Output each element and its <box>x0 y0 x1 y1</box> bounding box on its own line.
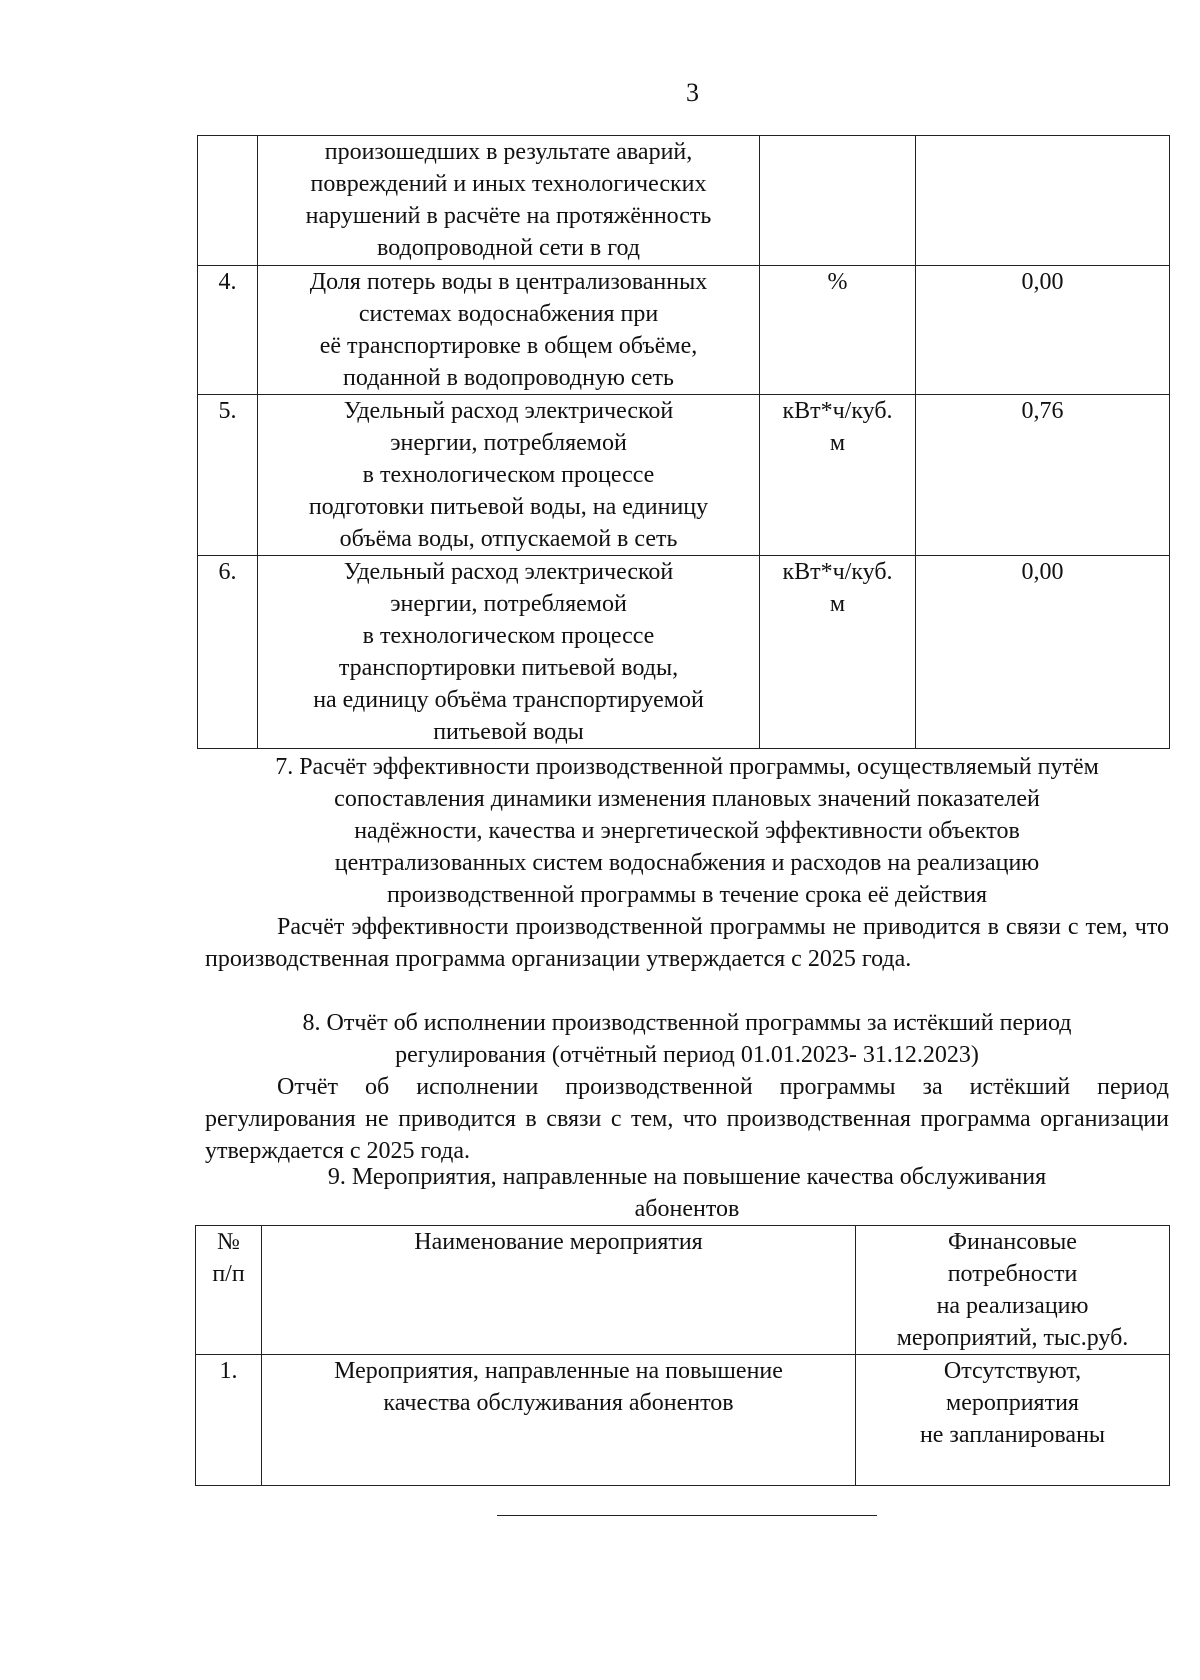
indicator-value-cell: 0,00 <box>916 266 1170 395</box>
indicator-num-cell: 4. <box>198 266 258 395</box>
section-9-heading <box>205 1161 1169 1225</box>
header-finance-line: Финансовые <box>948 1229 1077 1255</box>
section-9 <box>205 1161 1169 1225</box>
indicator-name-line: Удельный расход электрической <box>343 398 674 424</box>
indicator-name-line: в технологическом процессе <box>362 462 655 488</box>
row-name-cell <box>262 1355 856 1486</box>
indicator-name-cell <box>258 266 760 395</box>
section-7-heading-line: централизованных систем водоснабжения и расходов на реализацию <box>334 850 1040 876</box>
section-7-heading-line: производственной программы в течение срока её действия <box>386 882 988 908</box>
header-num-cell <box>196 1226 262 1355</box>
header-finance-line: потребности <box>947 1261 1078 1287</box>
section-7-heading-line: 7. Расчёт эффективности производственной программы, осуществляемый путём <box>275 754 1099 780</box>
indicator-row <box>198 395 1170 556</box>
row-name-line: Мероприятия, направленные на повышение <box>334 1358 783 1384</box>
indicator-name-line: водопроводной сети в год <box>377 235 640 261</box>
section-7 <box>205 751 1169 975</box>
header-finance-line: на реализацию <box>936 1293 1089 1319</box>
indicator-unit-line: м <box>829 591 846 617</box>
indicator-unit-line: % <box>827 269 848 295</box>
indicator-value-cell: 0,76 <box>916 395 1170 556</box>
indicator-unit-cell <box>760 136 916 266</box>
row-finance-cell <box>856 1355 1170 1486</box>
section-7-heading <box>205 751 1169 911</box>
row-finance-line: Отсутствуют, <box>943 1358 1082 1384</box>
end-rule <box>497 1515 877 1516</box>
indicator-name-line: нарушений в расчёте на протяжённость <box>305 203 712 229</box>
indicator-name-line: в технологическом процессе <box>362 623 655 649</box>
indicator-name-line: повреждений и иных технологических <box>310 171 707 197</box>
indicator-name-line: транспортировки питьевой воды, <box>338 655 679 681</box>
row-num-cell: 1. <box>196 1355 262 1486</box>
indicator-name-line: произошедших в результате аварий, <box>324 139 693 165</box>
row-finance-line: не запланированы <box>919 1422 1106 1448</box>
section-8-heading-line: регулирования (отчётный период 01.01.2023- 31.12.2023) <box>395 1042 979 1068</box>
indicator-name-line: Удельный расход электрической <box>343 559 674 585</box>
indicator-unit-line: м <box>829 430 846 456</box>
indicators-table <box>197 135 1170 749</box>
indicator-unit-cell <box>760 556 916 749</box>
section-8 <box>205 1007 1169 1167</box>
indicator-row <box>198 136 1170 266</box>
section-7-heading-line: надёжности, качества и энергетической эффективности объектов <box>354 818 1020 844</box>
indicator-row <box>198 556 1170 749</box>
section-8-text: Отчёт об исполнении производственной программы за истёкший период регулирования не приводится в связи с тем, что производственная программа организации утверждается с 2025 года. <box>205 1074 1169 1164</box>
header-name-cell: Наименование мероприятия <box>262 1226 856 1355</box>
page-number: 3 <box>686 78 699 107</box>
section-7-text: Расчёт эффективности производственной программы не приводится в связи с тем, что производственная программа организации утверждается с 2025 года. <box>205 914 1169 972</box>
indicator-name-line: поданной в водопроводную сеть <box>343 365 674 391</box>
indicator-unit-line: кВт*ч/куб. <box>782 398 893 424</box>
row-finance-line: мероприятия <box>946 1390 1079 1416</box>
indicator-name-cell <box>258 556 760 749</box>
indicator-name-line: подготовки питьевой воды, на единицу <box>308 494 709 520</box>
indicator-name-line: системах водоснабжения при <box>358 301 659 327</box>
indicator-name-cell <box>258 136 760 266</box>
indicator-name-line: её транспортировке в общем объёме, <box>319 333 698 359</box>
indicator-name-cell <box>258 395 760 556</box>
indicator-num-cell: 6. <box>198 556 258 749</box>
indicator-row <box>198 266 1170 395</box>
section-9-heading-line: 9. Мероприятия, направленные на повышение качества обслуживания <box>327 1164 1047 1190</box>
measures-table-header-row <box>196 1226 1170 1355</box>
measures-table <box>195 1225 1170 1486</box>
indicator-name-line: на единицу объёма транспортируемой <box>313 687 704 713</box>
indicator-value-cell: 0,00 <box>916 556 1170 749</box>
header-num-line: № <box>217 1229 240 1255</box>
indicator-num-cell <box>198 136 258 266</box>
indicator-name-line: Доля потерь воды в централизованных <box>309 269 708 295</box>
indicator-num-cell: 5. <box>198 395 258 556</box>
indicator-name-line: объёма воды, отпускаемой в сеть <box>339 526 678 552</box>
indicator-name-line: питьевой воды <box>433 719 584 745</box>
indicator-value-cell <box>916 136 1170 266</box>
indicator-unit-line: кВт*ч/куб. <box>782 559 893 585</box>
measures-table-row <box>196 1355 1170 1486</box>
row-name-line: качества обслуживания абонентов <box>383 1390 734 1416</box>
header-finance-line: мероприятий, тыс.руб. <box>896 1325 1129 1351</box>
section-8-heading <box>205 1007 1169 1071</box>
section-7-heading-line: сопоставления динамики изменения плановых значений показателей <box>334 786 1040 812</box>
indicator-name-line: энергии, потребляемой <box>390 430 627 456</box>
header-finance-cell <box>856 1226 1170 1355</box>
section-9-heading-line: абонентов <box>634 1196 740 1222</box>
section-8-heading-line: 8. Отчёт об исполнении производственной программы за истёкший период <box>302 1010 1072 1036</box>
indicator-name-line: энергии, потребляемой <box>390 591 627 617</box>
indicator-unit-cell <box>760 395 916 556</box>
indicator-unit-cell <box>760 266 916 395</box>
header-num-line: п/п <box>212 1261 245 1287</box>
